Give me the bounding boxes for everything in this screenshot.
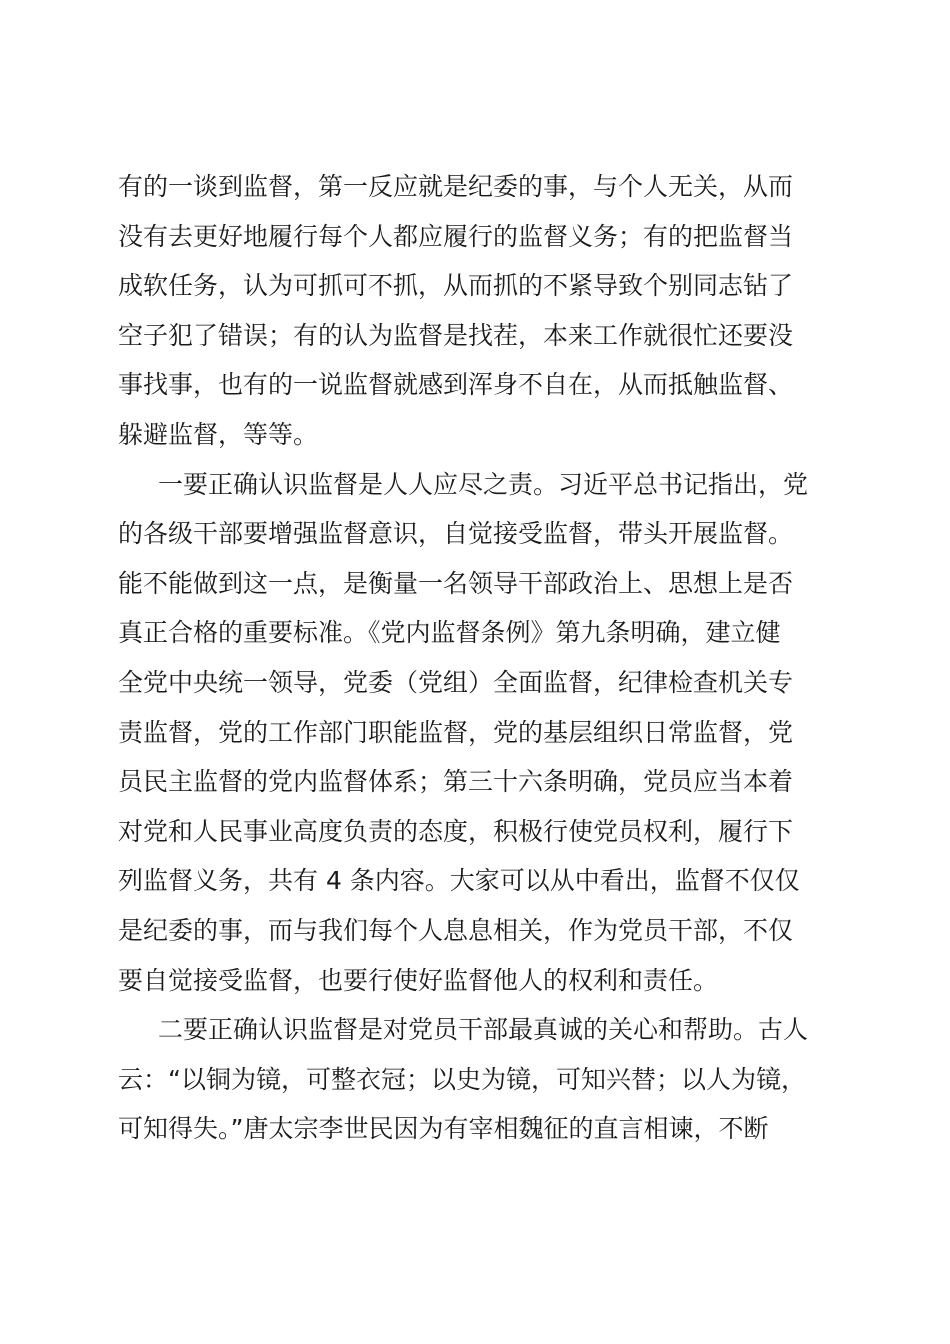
paragraph-first-line: 二要正确认识监督是对党员干部最真诚的关心和帮助。古人 (158, 1015, 809, 1045)
text-line: 全党中央统一领导，党委（党组）全面监督，纪律检查机关专 (118, 667, 794, 697)
text-line: 没有去更好地履行每个人都应履行的监督义务；有的把监督当 (118, 221, 794, 251)
text-line: 能不能做到这一点，是衡量一名领导干部政治上、思想上是否 (118, 568, 794, 598)
text-line: 事找事，也有的一说监督就感到浑身不自在，从而抵触监督、 (118, 370, 794, 400)
text-line: 空子犯了错误；有的认为监督是找茬，本来工作就很忙还要没 (118, 320, 794, 350)
text-line: 有的一谈到监督，第一反应就是纪委的事，与个人无关，从而 (118, 172, 794, 201)
text-line: 是纪委的事，而与我们每个人息息相关，作为党员干部，不仅 (118, 915, 794, 945)
document-body (118, 162, 834, 1154)
text-line: 对党和人民事业高度负责的态度，积极行使党员权利，履行下 (118, 816, 794, 846)
text-line: 可知得失。”唐太宗李世民因为有宰相魏征的直言相谏，不断 (118, 1114, 769, 1144)
text-line: 要自觉接受监督，也要行使好监督他人的权利和责任。 (118, 965, 719, 995)
text-line: 员民主监督的党内监督体系；第三十六条明确，党员应当本着 (118, 767, 794, 797)
text-line: 云：“以铜为镜，可整衣冠；以史为镜，可知兴替；以人为镜， (118, 1064, 806, 1094)
text-line: 责监督，党的工作部门职能监督，党的基层组织日常监督，党 (118, 717, 794, 747)
text-line: 列监督义务，共有 4 条内容。大家可以从中看出，监督不仅仅 (118, 866, 800, 896)
paragraph-first-line: 一要正确认识监督是人人应尽之责。习近平总书记指出，党 (158, 469, 809, 499)
text-line: 的各级干部要增强监督意识，自觉接受监督，带头开展监督。 (118, 519, 794, 549)
text-line: 躲避监督，等等。 (118, 419, 319, 449)
text-line: 成软任务，认为可抓可不抓，从而抓的不紧导致个别同志钻了 (118, 271, 794, 301)
text-line: 真正合格的重要标准。《党内监督条例》第九条明确，建立健 (118, 618, 781, 648)
